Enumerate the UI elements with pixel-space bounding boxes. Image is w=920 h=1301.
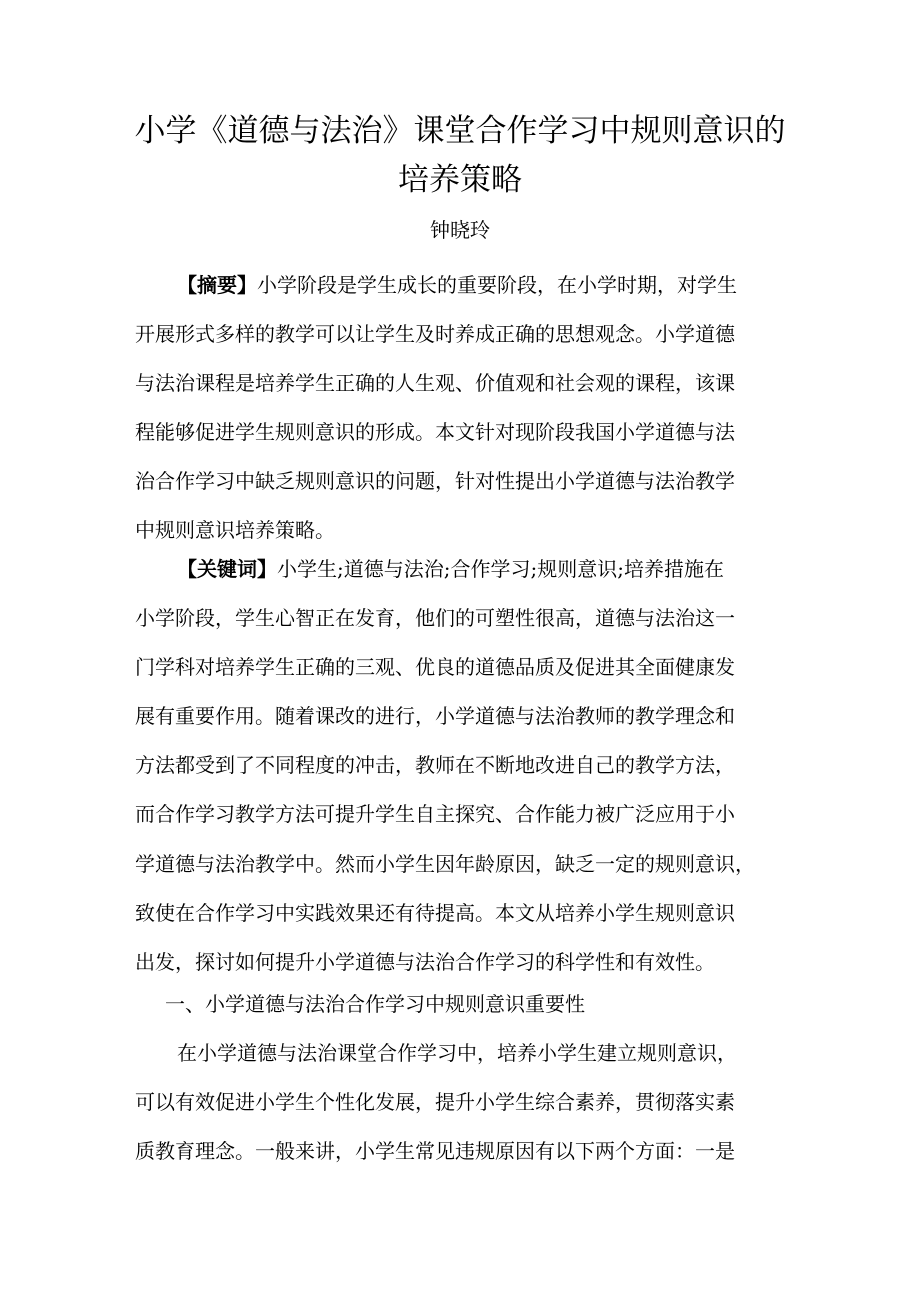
abstract-line: 与法治课程是培养学生正确的人生观、价值观和社会观的课程，该课 <box>135 371 735 396</box>
section-1-paragraph <box>135 1029 790 1176</box>
body-line: 致使在合作学习中实践效果还有待提高。本文从培养小学生规则意识 <box>135 900 735 925</box>
abstract-line: 治合作学习中缺乏规则意识的问题，针对性提出小学道德与法治教学 <box>135 469 735 494</box>
body-line: 门学科对培养学生正确的三观、优良的道德品质及促进其全面健康发 <box>135 655 735 680</box>
keywords-line <box>135 545 790 594</box>
document-title-line-2: 培养策略 <box>398 162 522 198</box>
body-line: 学道德与法治教学中。然而小学生因年龄原因，缺乏一定的规则意识， <box>135 851 755 876</box>
abstract-line: 开展形式多样的教学可以让学生及时养成正确的思想观念。小学道德 <box>135 322 735 347</box>
abstract-label: 【摘要】 <box>177 273 257 297</box>
body-line: 方法都受到了不同程度的冲击，教师在不断地改进自己的教学方法， <box>135 753 735 778</box>
document-title-line-1: 小学《道德与法治》课堂合作学习中规则意识的 <box>134 113 786 149</box>
abstract-line: 程能够促进学生规则意识的形成。本文针对现阶段我国小学道德与法 <box>135 420 735 445</box>
keywords-paragraph <box>135 545 790 987</box>
abstract-text: 小学阶段是学生成长的重要阶段，在小学时期，对学生 <box>257 273 737 297</box>
body-line: 而合作学习教学方法可提升学生自主探究、合作能力被广泛应用于小 <box>135 802 735 827</box>
abstract-line <box>135 261 790 310</box>
body-line: 出发，探讨如何提升小学道德与法治合作学习的科学性和有效性。 <box>135 949 715 974</box>
section-heading-text: 一、小学道德与法治合作学习中规则意识重要性 <box>165 992 585 1016</box>
keywords-label: 【关键词】 <box>177 557 277 581</box>
body-line: 小学阶段，学生心智正在发育，他们的可塑性很高，道德与法治这一 <box>135 606 735 631</box>
body-line: 可以有效促进小学生个性化发展，提升小学生综合素养，贯彻落实素 <box>135 1090 735 1115</box>
keywords-text: 小学生;道德与法治;合作学习;规则意识;培养措施在 <box>277 557 724 581</box>
abstract-line: 中规则意识培养策略。 <box>135 518 335 543</box>
body-line: 展有重要作用。随着课改的进行，小学道德与法治教师的教学理念和 <box>135 704 735 729</box>
body-line: 质教育理念。一般来讲，小学生常见违规原因有以下两个方面：一是 <box>135 1139 735 1164</box>
author-name: 钟晓玲 <box>430 218 490 242</box>
section-1-heading <box>135 980 790 1029</box>
body-line: 在小学道德与法治课堂合作学习中，培养小学生建立规则意识， <box>177 1041 737 1065</box>
abstract-paragraph <box>135 261 790 556</box>
